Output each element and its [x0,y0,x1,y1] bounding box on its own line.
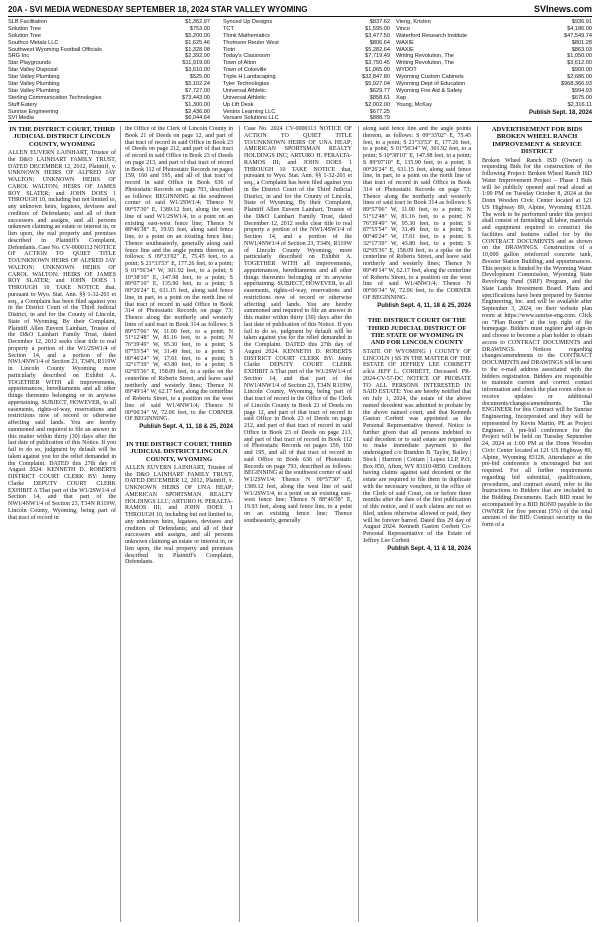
claim-payee: Up Lift Desk [223,101,254,108]
claim-amount: $1,595.00 [365,25,390,32]
claim-payee: Solution Tree [8,25,41,32]
claim-amount: $1,050.00 [567,53,592,60]
claim-amount: $936.91 [571,19,592,25]
claim-payee: Tiotri [223,46,236,53]
claim-row [223,60,333,67]
claim-payee: Vinco [396,25,410,32]
claim-amount: $47,549.74 [564,32,592,39]
claim-row [8,19,210,26]
claim-payee: SLB Facilitation [8,19,47,25]
claim-payee: Universal Athletic [223,87,266,94]
column-divider [477,126,478,922]
claim-payee: Town of Cokeville [223,67,267,74]
claims-rule [8,121,592,122]
claim-row [223,67,333,74]
claim-payee: TCT [223,25,234,32]
claim-amount: $32,847.80 [362,74,390,81]
notice-d-publish: Publish Sept. 4, 11, 18 & 25, 2024 [377,302,471,309]
claim-row [223,88,333,95]
claim-amount: $863.03 [571,46,592,53]
claim-payee: Vierig, Kristen [396,19,431,25]
claim-amount: $2,316.11 [567,101,592,108]
claim-row [333,88,390,95]
notice-b-publish: Publish Sept. 4, 11, 18 & 25, 2024 [139,424,233,430]
claims-list-col2 [223,19,333,122]
claim-row [223,95,333,102]
claim-row [396,53,592,60]
notice-column-4 [363,126,471,922]
claim-row [396,19,592,26]
claim-payee: Ventris Learning LLC [223,108,276,115]
claim-payee: Wyoming Fire Aid & Safety [396,87,463,94]
claim-amount: $4,186.00 [567,25,592,32]
claim-amount: $1,362.97 [185,19,210,25]
claim-row [396,95,592,102]
notice-e-title: ADVERTISEMENT FOR BIDS BROKEN WHEEL RANCH IMPROVEMENT & SERVICE DISTRICT [491,126,583,156]
claim-row [8,67,210,74]
claim-amount: $11,919.00 [182,60,210,67]
claim-payee: Tyler Technologies [223,81,270,88]
claim-amount: $994.93 [571,87,592,94]
claim-row [396,47,592,54]
claim-row [333,19,390,26]
claim-amount: $5,200.00 [185,32,210,39]
claim-row [333,33,390,40]
notice-column-2 [125,126,233,922]
header-rule [8,16,592,17]
column-divider [120,126,121,922]
notice-d-body: along said fence line and the angle points thereon, as follows: S 09°33'02" E, 75.45 feet, to a point; S 21°33'53" E, 177.26 feet, to a point; S 01°56'34" W, 301.92 feet, to a point; S 10°38'10" E, 147.98 feet, to a point; S 89°07'10" E, 135.90 feet, to a point; S 00°26'24" E, 631.15 feet, along said fence line, in part, to a point on the north line of that tract of record in said Office in Book 314 of Photostatic Records on page 73; Thence along the northerly and westerly lines of said tract in Book 314 as follows: S 89°57'06" W, 11.00 feet, to a point; N 51°12'48" W, 81.16 feet, to a point; N 76°39'49" W, 95.30 feet, to a point; S 87°55'54" W, 31.49 feet, to a point; S 00°46'24" W, 17.61 feet, to a point; S 32°17'39" W, 43.80 feet, to a point; S 02°05'36" E, 158.09 feet, to a spike on the centerline of Roberts Street, and leave said northerly and westerly lines; Thence N 89°49'14" W, 62.17 feet, along the centerline of Roberts Street, to a position on the west line of said W1/4NW1/4; Thence N 00°06'34" W, 72.06 feet, to the CORNER OF BEGINNING. [363,126,471,301]
claim-amount: $677.25 [369,108,390,115]
claim-amount: $3,612.00 [567,60,592,67]
page-header [8,4,592,15]
notice-d2-publish: Publish Sept. 4, 11 & 18, 2024 [387,545,471,552]
notice-b-body: the Office of the Clerk of Lincoln County in Book 21 of Deeds on page 12, and part of that tract of record in said Office in Book 23 of Deeds on page 212, and part of that tract of record in said Office in Book 23 of Deeds on page 213, and part of that tract of record in Book 112 of Photostatic Records on pages 159, 160 and 195, and all of that tract of record in said Office in Book 636 of Photostatic Records on page 793, described as follows: BEGINNING at the southwest corner of said W1/2SW1/4; Thence N 00°57'30" E, 1389.12 feet, along the west line of said W1/2SW1/4, to a point on an existing east-west fence line; Thence N 88°46'38" E, 19.93 feet, along said fence line, to a point on an existing fence line; Thence southeasterly, generally along said fence line and the angle points thereon, as follows: S 09°33'02" E, 75.45 feet, to a point; S 21°33'53" E, 177.26 feet, to a point; S 01°56'34" W, 301.92 feet, to a point; S 10°38'10" E, 147.98 feet, to a point; S 89°07'10" E, 135.90 feet, to a point; S 00°26'24" E, 631.15 feet, along said fence line, in part, to a point on the north line of that tract of record in said Office in Book 314 of Photostatic Records on page 73; Thence along the northerly and westerly lines of said tract in Book 314 as follows: S 89°57'06" W, 11.00 feet, to a point; N 51°12'48" W, 81.16 feet, to a point; N 76°39'49" W, 95.30 feet, to a point; S 87°55'54" W, 31.49 feet, to a point; S 00°46'24" W, 17.61 feet, to a point; S 32°17'39" W, 43.80 feet, to a point; S 02°05'36" E, 158.09 feet, to a spike on the centerline of Roberts Street, and leave said northerly and westerly lines; Thence N 89°49'14" W, 62.17 feet, along the centerline of Roberts Street, to a position on the west line of said W1/4NW1/4; Thence N 00°06'34" W, 72.06 feet, to the CORNER OF BEGINNING. [125,126,233,423]
claims-list-col4 [396,19,592,109]
claim-row [333,53,390,60]
claim-amount: $5,282.64 [365,46,390,53]
claim-payee: Sunrise Engineering [8,108,59,115]
claim-row [223,40,333,47]
column-divider [358,126,359,922]
notice-column-5 [482,126,592,922]
claim-payee: Sterling Communication Technologies [8,94,102,101]
claim-payee: SVI Media [8,115,34,122]
claim-row [333,26,390,33]
claim-row [396,102,592,109]
claims-list-col3 [333,19,390,122]
claim-amount: $858.61 [369,94,390,101]
claim-row [333,95,390,102]
claim-row [8,47,210,54]
claim-payee: Star Valley Plumbing [8,74,60,81]
claim-row [8,40,210,47]
claim-row [8,102,210,109]
notice-c-body: Case No. 2024 CV-0000113 NOTICE OF ACTION TO QUIET TITLE TO/UNKNOWN HEIRS OF UNA HEAP; AMERICAN SPORTSMAN REALTY HOLDINGS INC; ARTURO H. PERALTA-RAMOS III; and JOHN DOES 1 THROUGH 10 TAKE NOTICE that, pursuant to Wyo. Stat. Ann. §§ 1-32-201 et seq., a Complaint has been filed against you in the District Court of the Third Judicial District, in and for the County of Lincoln, State of Wyoming, By their Complaint, Plaintiff Allen Euvern Lainhart, Trustee of the D&O Lainhart Family Trust, dated December 12, 2012 seeks clear title to real property a portion of the NW1/4SW1/4 of Section 14, and a portion of the NW1/4NW1/4 of Section 23, T34N, R119W of Lincoln County Wyoming, more particularly described on Exhibit A. TOGETHER WITH all improvements, appurtenances, hereditaments and all other things thereunto belonging or in anywise appertaining. SUBJECT, HOWEVER, to all easements, rights-of-way, reservations and restrictions now of record or otherwise affecting said lands. You are hereby summoned and required to file an answer in this matter within thirty (30) days after the last date of publication of this Notice. If you fail to do so, judgment by default will be taken against you for the relief demanded in the Complaint. DATED this 27th day of August 2024. KENNETH D. ROBERTS DISTRICT COURT CLERK BY: Jenny Clarke DEPUTY COURT CLERK EXHIBIT A That part of the W1/2SW1/4 of Section 14, and that part of the NW1/4NW1/4 of Section 23, T34N R119W, Lincoln County, Wyoming, being part of that tract of record in the Office of the Clerk of Lincoln County in Book 21 of Deeds on page 12, and part of that tract of record in said Office in Book 23 of Deeds on page 212, and part of that tract of record in said Office in Book 23 of Deeds on page 213, and part of that tract of record in Book 112 of Photostatic Records on pages 159, 160 and 195, and all of that tract of record in said Office in Book 636 of Photostatic Records on page 793, described as follows: BEGINNING at the southwest corner of said W1/2SW1/4; Thence N 00°57'30" E, 1389.12 feet, along the west line of said W1/2SW1/4, to a point on an existing east-west fence line; Thence N 88°46'38" E, 19.93 feet, along said fence line, to a point on an existing fence line; Thence southeasterly, generally [244,126,352,524]
notice-a-title: IN THE DISTRICT COURT, THIRD JUDICIAL DISTRICT LINCOLN COUNTY, WYOMING [9,126,115,148]
claim-payee: SRG Inc [8,53,30,60]
claim-row [396,74,592,81]
claim-amount: $5,927.04 [365,81,390,88]
claim-payee: Synced Up Designs [223,19,273,25]
notice-b2-body: ALLEN EUVERN LAINHART, Trustee of the D&O LAINHART FAMILY TRUST, DATED DECEMBER 12, 2012, Plaintiff, v. UNKNOWN HEIRS OF UNA HEAP; AMERICAN SPORTSMAN REALTY HOLDINGS LLC; ARTURO H. PERALTA-RAMOS III; and JOHN DOES 1 THROUGH 10, including but not limited to, any unknown heirs, legatees, devisees and creditors of Defendants; and all of their successors and assigns, and all persons unknown claiming an estate or interest in, or lien upon, the real property and premises described in Plaintiff's Complaint, Defendants. [125,464,233,566]
claim-amount: $968,366.93 [560,81,592,88]
claim-amount: $6,044.64 [185,115,210,122]
claim-row [333,81,390,88]
claim-row [396,67,592,74]
claim-row [8,109,210,116]
claim-payee: Triple H Landscaping [223,74,276,81]
claim-amount: $806.64 [369,39,390,46]
claim-row [396,26,592,33]
claim-amount: $753.00 [189,25,210,32]
claim-payee: WYDOT [396,67,417,74]
claim-payee: Solution Tree [8,32,41,39]
claim-payee: Star Playgrounds [8,60,51,67]
claim-row [396,60,592,67]
claim-payee: Writing Revolution, The [396,53,454,60]
claim-amount: $7,727.00 [185,87,210,94]
claim-row [8,88,210,95]
claim-amount: $1,625.46 [185,39,210,46]
claim-row [223,102,333,109]
header-website: SVInews.com [533,4,592,14]
claim-row [396,88,592,95]
claim-amount: $2,436.00 [185,108,210,115]
claim-amount: $73,443.00 [182,94,210,101]
claim-amount: $3,750.45 [365,60,390,67]
claim-row [396,33,592,40]
claim-amount: $2,002.00 [365,101,390,108]
claim-amount: $801.28 [571,39,592,46]
claim-payee: Wyoming Custom Cabinets [396,74,464,81]
claim-amount: $888.79 [369,115,390,122]
notice-column-1 [8,126,116,922]
claim-row [223,33,333,40]
claim-row [8,95,210,102]
claim-payee: Versare Solutions LLC [223,115,279,122]
claim-row [333,40,390,47]
claim-amount: $837.62 [369,19,390,25]
claim-amount: $900.00 [571,67,592,74]
claim-row [333,102,390,109]
notice-d2-body: STATE OF WYOMING ) COUNTY OF LINCOLN ) SS IN THE MATTER OF THE ESTATE OF JEFFREY LEE CORBETT a/k/a JEFF L. CORBETT, Deceased. PR-2024-CV-57-DC NOTICE OF PROBATE TO ALL PERSONS INTERESTED IN SAID ESTATE: You are hereby notified that on July 1, 2024, the estate of the above named decedent was admitted to probate by the above named court, and that Kenneth Gaston Corbett was appointed as the Personal Representative thereof. Notice is further given that all persons indebted to said decedent or to said estate are requested to make immediate payment to the undersigned c/o Brandon B. Taylor, Bailey | Stock | Harmon | Cottam | Lopez LLP, P.O. Box 850, Afton, WY 83110-0850. Creditors having claims against said decedent or the estate are required to file them in duplicate with the necessary vouchers, in the office of the Clerk of said Court, on or before three months after the date of the first publication of this notice, and if such claims are not so filed, unless otherwise allowed or paid, they will be forever barred. Dated this 29 day of August 2024. Kenneth Gaston Corbett Co-Personal Representative of the Estate of Jeffrey Lee Corbett [363,348,471,544]
claim-row [8,81,210,88]
claim-amount: $2,392.00 [185,53,210,60]
claim-payee: Wyoming Dept of Education [396,81,466,88]
claims-list-col1 [8,19,210,122]
claim-payee: Xap [396,94,406,101]
claim-amount: $3,477.50 [365,32,390,39]
claim-amount: $5,102.24 [185,81,210,88]
claim-row [396,40,592,47]
claim-payee: Star Valley Plumbing [8,87,60,94]
notice-e-body: Broken Wheel Ranch ISD (Owner) is requesting Bids for the construction of the following Project: Broken Wheel Ranch ISD Water Improvement Project – Phase I Bids will be publicly opened and read aloud at 1:00 PM on Tuesday October 8, 2024 at the Donn Wooden Civic Center located at 121 US Highway 89, Alpine, Wyoming 83128. The work to be performed under this project shall consist of furnishing all labor, materials and equipment required to construct the facilities and features called for by the CONTRACT DOCUMENTS and as shown on the DRAWINGS. Construction of a 10,000 gallon reinforced concrete tank, Booster Station Building, and appurtenances. This project is funded by the Wyoming Water Development Commission, Wyoming State Revolving Fund (SRF) Program, and the State Lands Investment Board. Plans and specifications have been prepared by Sunrise Engineering, Inc. and will be available after September 3, 2024, on their website plan room at https://www.sunrise-eng.com. Click on "Plan Room" at the top right of the homepage. Bidders must register and sign-in and choose to become a plan holder to obtain access to CONTRACT DOCUMENTS and DRAWINGS. Notices regarding changes/amendments to the CONTRACT DOCUMENTS and DRAWINGS will be sent to the e-mail address associated with the bidders registration. Bidders are responsible to maintain current and correct contact information and check the plan room often to receive updates or additional documents/changes/amendments. The ENGINEER for this Contract will be Sunrise Engineering, Incorporated and they will be represented by Kevin Martin, PE as Project Engineer. A pre-bid conference for the Project will be held on Tuesday September 24, 2024 at 1:00 PM at the Donn Wooden Civic Center located at 121 US Highway 89, Alpine, Wyoming 83128. Attendance at the pre-bid conference is encouraged but not required. For all further requirements regarding bid submittal, qualifications, procedures, and contract award, refer to the Instructions to Bidders that are included in the Bidding Documents. Each BID must be accompanied by a BID BOND payable to the OWNER for five percent (5%) of the total amount of the BID. Contract security in the form of a [482,157,592,529]
claim-payee: Today's Classroom [223,53,271,60]
claim-payee: Think Mathematics [223,32,270,39]
claim-payee: Stuff Eatery [8,101,38,108]
claim-amount: $1,065.00 [365,67,390,74]
claim-row [223,19,333,26]
claim-amount: $7,719.49 [365,53,390,60]
claim-row [223,109,333,116]
claim-row [8,74,210,81]
notice-d2-title: THE DISTRICT COURT OF THE THIRD JUDICIAL DISTRICT OF THE STATE OF WYOMING IN AND FOR LINCOLN COUNTY [367,317,467,347]
claim-payee: Young, McKay [396,101,432,108]
claim-payee: WAXIE [396,39,414,46]
claims-publish-line: Publish Sept. 18, 2024 [528,110,592,116]
claim-amount: $675.00 [571,94,592,101]
claim-row [396,81,592,88]
claim-row [223,53,333,60]
claim-amount: $1,300.00 [185,101,210,108]
claim-amount: $3,610.00 [185,67,210,74]
claim-row [333,74,390,81]
claim-row [223,47,333,54]
claim-row [333,60,390,67]
claim-amount: $629.77 [369,87,390,94]
claim-row [8,26,210,33]
claim-payee: Star Valley Disposal [8,67,58,74]
claim-amount: $2,686.00 [567,74,592,81]
claim-row [223,26,333,33]
claim-payee: WAXIE [396,46,414,53]
claim-payee: Southwest Wyoming Football Officials [8,46,102,53]
column-divider [239,126,240,922]
claim-payee: Universal Athletic [223,94,266,101]
claim-amount: $1,328.08 [185,46,210,53]
header-issue-line: 20A - SVI MEDIA WEDNESDAY SEPTEMBER 18, 2024 STAR VALLEY WYOMING [8,5,308,14]
claim-row [223,74,333,81]
claim-row [333,67,390,74]
claim-payee: Town of Alton [223,60,257,67]
claim-row [8,60,210,67]
claim-row [223,81,333,88]
notice-a-body: ALLEN EUVERN LAINHART, Trustee of the D&O LAINHART FAMILY TRUST, DATED DECEMBER 12, 2012, Plaintiff, v. UNKNOWN HEIRS OF ALFRED JAY WALTON; UNKNOWN HEIRS OF CAROL WALTON; HEIRS OF JAMES ROY SLATER; and JOHN DOES 1 THROUGH 10, including but not limited to, any unknown heirs, legatees, devisees and creditors of Defendants; and all of their successors and assigns, and all persons unknown claiming an estate or interest in, or lien upon, the real property and premises described in Plaintiff's Complaint, Defendants. Case No. CV-0000112 NOTICE OF ACTION TO QUIET TITLE TO/UNKNOWN HEIRS OF ALFRED JAY WALTON; UNKNOWN HEIRS OF CAROL WALTON; HEIRS OF JAMES ROY SLATER; and JOHN DOES 1 THROUGH 10 TAKE NOTICE that, pursuant to Wyo. Stat. Ann. §§ 1-32-201 et seq., a Complaint has been filed against you in the District Court of the Third Judicial District, in and for the County of Lincoln, State of Wyoming, By their Complaint, Plaintiff Allen Euvern Lainhart, Trustee of the D&O Lainhart Family Trust, dated December 12, 2012 seeks clear title to real property a portion of the W1/2SW1/4 of Section 14, and a portion of the NW1/4NW1/4 of Section 23, T34N, R119W in Lincoln County Wyoming more particularly described on Exhibit A. TOGETHER WITH all improvements, appurtenances, hereditaments and all other things thereunto belonging or in anywise appertaining. SUBJECT, HOWEVER, to all easements, rights-of-way, reservations and restrictions now of record or otherwise affecting said lands. You are hereby summoned and required to file an answer in this matter within thirty (30) days after the last date of publication of this Notice. If you fail to do so, judgment by default will be taken against you for the relief demanded in the Complaint. DATED this 27th day of August 2024. KENNETH D. ROBERTS DISTRICT COURT CLERK BY: Jenny Clarke DEPUTY COURT CLERK EXHIBIT A That part of the W1/2SW1/4 of Section 14, and that part of the NW1/4NW1/4 of Section 23, T34N R119W, Lincoln County, Wyoming, being part of that tract of record in [8,150,116,521]
claim-amount: $525.00 [189,74,210,81]
claim-payee: Southco Metals LLC [8,39,59,46]
claim-payee: Waterford Research Institute [396,32,467,39]
claim-payee: Star Valley Plumbing [8,81,60,88]
claim-row [8,33,210,40]
notice-b2-title: IN THE DISTRICT COURT, THIRD JUDICIAL DISTRICT LINCOLN COUNTY, WYOMING [126,440,232,463]
claim-row [333,47,390,54]
notice-column-3 [244,126,352,922]
claim-row [8,53,210,60]
claim-payee: Thomson Reuter West [223,39,279,46]
claim-row [333,109,390,116]
claim-payee: Writing Revolution, The [396,60,454,67]
